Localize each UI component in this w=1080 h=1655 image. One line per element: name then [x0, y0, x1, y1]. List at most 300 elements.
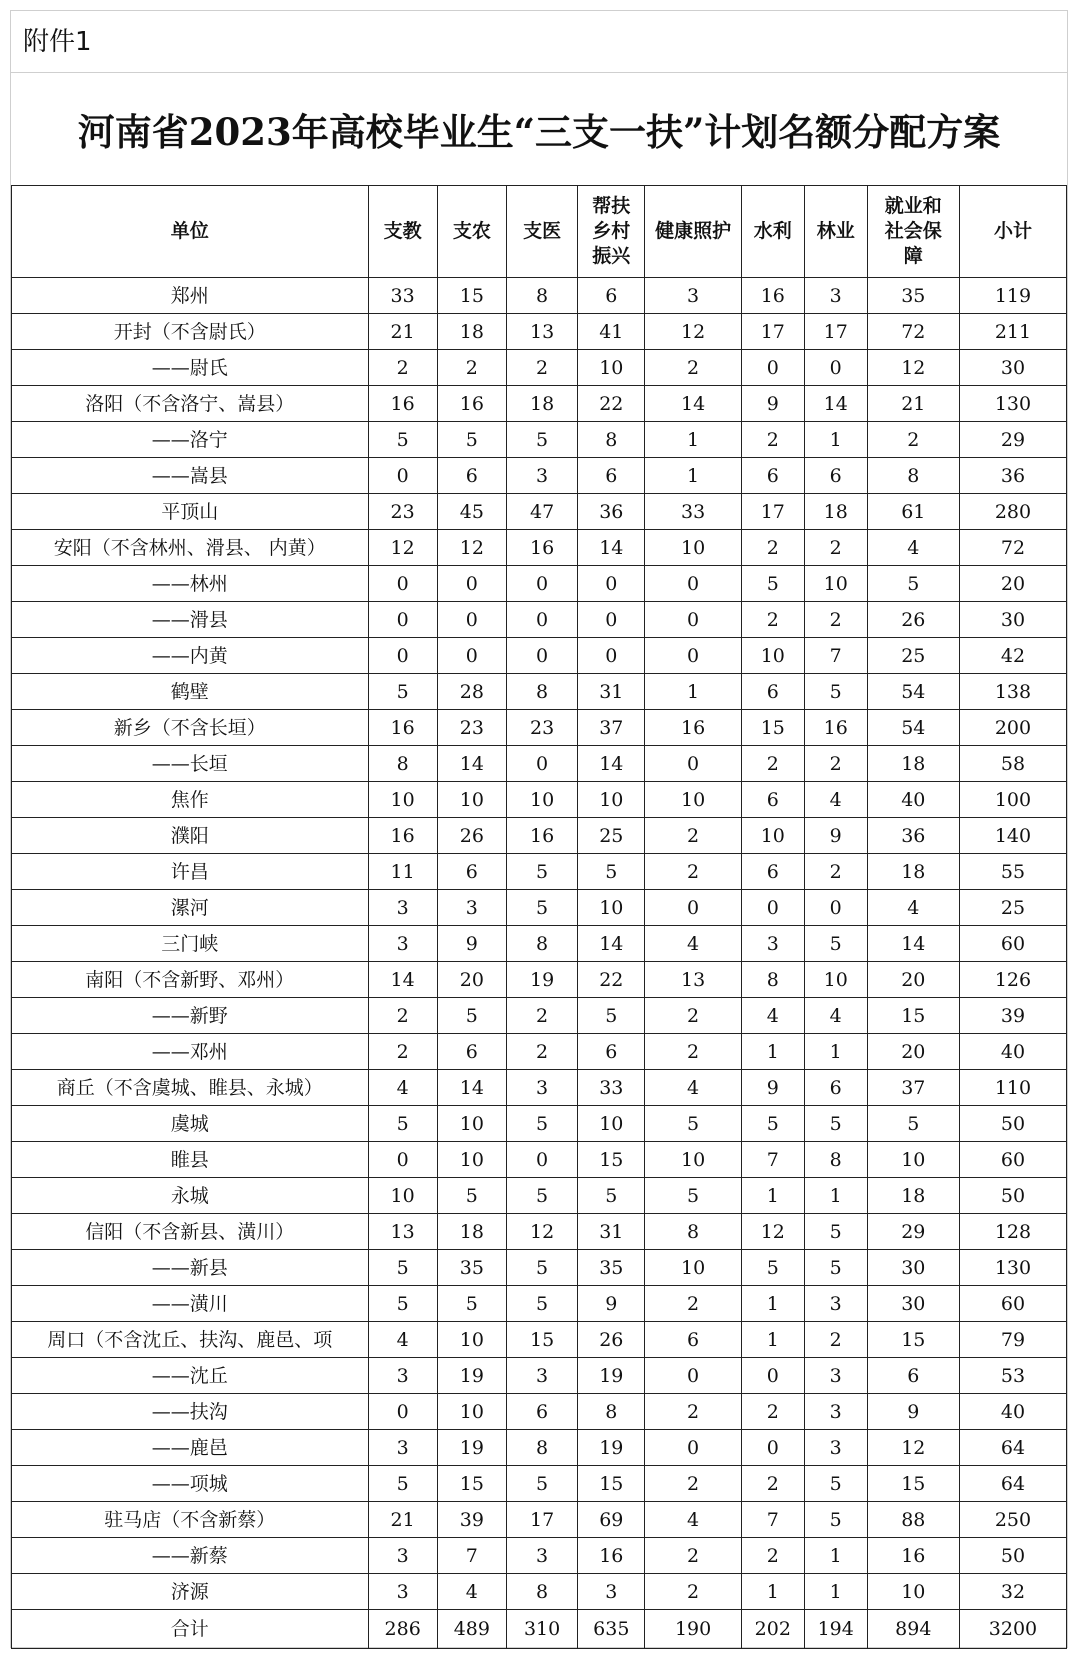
value-cell: 211: [959, 314, 1066, 350]
value-cell: 5: [578, 1178, 645, 1214]
unit-cell: ——内黄: [12, 638, 369, 674]
table-row: [12, 1034, 1067, 1070]
value-cell: 26: [437, 818, 506, 854]
value-cell: 15: [867, 1322, 959, 1358]
value-cell: 16: [506, 530, 577, 566]
value-cell: 4: [867, 530, 959, 566]
column-header: 水利: [741, 186, 804, 278]
value-cell: 61: [867, 494, 959, 530]
unit-cell: 郑州: [12, 278, 369, 314]
unit-cell: 驻马店（不含新蔡）: [12, 1502, 369, 1538]
value-cell: 2: [506, 1034, 577, 1070]
column-header: 林业: [804, 186, 867, 278]
value-cell: 14: [437, 746, 506, 782]
unit-cell: 睢县: [12, 1142, 369, 1178]
table-row: [12, 962, 1067, 998]
value-cell: 3: [506, 1358, 577, 1394]
unit-cell: ——潢川: [12, 1286, 369, 1322]
value-cell: 14: [578, 746, 645, 782]
value-cell: 6: [741, 458, 804, 494]
value-cell: 15: [578, 1142, 645, 1178]
value-cell: 10: [578, 350, 645, 386]
value-cell: 5: [578, 854, 645, 890]
value-cell: 2: [437, 350, 506, 386]
value-cell: 16: [578, 1538, 645, 1574]
unit-cell: ——邓州: [12, 1034, 369, 1070]
value-cell: 60: [959, 1142, 1066, 1178]
value-cell: 32: [959, 1574, 1066, 1610]
value-cell: 3: [741, 926, 804, 962]
value-cell: 0: [645, 602, 741, 638]
value-cell: 1: [741, 1034, 804, 1070]
value-cell: 1: [741, 1286, 804, 1322]
value-cell: 10: [437, 1322, 506, 1358]
value-cell: 4: [645, 1502, 741, 1538]
unit-cell: ——鹿邑: [12, 1430, 369, 1466]
value-cell: 3: [804, 1394, 867, 1430]
value-cell: 28: [437, 674, 506, 710]
value-cell: 72: [959, 530, 1066, 566]
value-cell: 47: [506, 494, 577, 530]
value-cell: 5: [368, 1250, 437, 1286]
unit-cell: 濮阳: [12, 818, 369, 854]
value-cell: 6: [741, 782, 804, 818]
value-cell: 5: [368, 1286, 437, 1322]
value-cell: 14: [867, 926, 959, 962]
value-cell: 33: [368, 278, 437, 314]
value-cell: 5: [437, 998, 506, 1034]
value-cell: 5: [506, 854, 577, 890]
value-cell: 3: [437, 890, 506, 926]
value-cell: 30: [867, 1250, 959, 1286]
column-header: 小计: [959, 186, 1066, 278]
table-row: [12, 1430, 1067, 1466]
unit-cell: 平顶山: [12, 494, 369, 530]
table-row: [12, 458, 1067, 494]
table-row: [12, 1574, 1067, 1610]
value-cell: 10: [741, 638, 804, 674]
value-cell: 5: [804, 1466, 867, 1502]
value-cell: 5: [506, 1250, 577, 1286]
column-header: 帮扶乡村振兴: [578, 186, 645, 278]
value-cell: 72: [867, 314, 959, 350]
value-cell: 26: [867, 602, 959, 638]
value-cell: 1: [741, 1178, 804, 1214]
value-cell: 489: [437, 1610, 506, 1649]
table-row: [12, 1250, 1067, 1286]
unit-cell: 南阳（不含新野、邓州）: [12, 962, 369, 998]
value-cell: 17: [741, 494, 804, 530]
value-cell: 4: [368, 1322, 437, 1358]
value-cell: 0: [368, 1142, 437, 1178]
unit-cell: ——沈丘: [12, 1358, 369, 1394]
value-cell: 635: [578, 1610, 645, 1649]
table-row: [12, 1466, 1067, 1502]
value-cell: 41: [578, 314, 645, 350]
value-cell: 126: [959, 962, 1066, 998]
unit-cell: ——洛宁: [12, 422, 369, 458]
value-cell: 88: [867, 1502, 959, 1538]
value-cell: 16: [506, 818, 577, 854]
value-cell: 5: [741, 1250, 804, 1286]
value-cell: 18: [867, 854, 959, 890]
total-row: [12, 1610, 1067, 1649]
value-cell: 6: [578, 1034, 645, 1070]
table-row: [12, 1214, 1067, 1250]
value-cell: 3: [368, 890, 437, 926]
value-cell: 39: [959, 998, 1066, 1034]
value-cell: 10: [437, 1394, 506, 1430]
value-cell: 0: [741, 350, 804, 386]
value-cell: 1: [804, 1574, 867, 1610]
value-cell: 18: [867, 1178, 959, 1214]
table-row: [12, 278, 1067, 314]
value-cell: 8: [506, 1430, 577, 1466]
value-cell: 18: [506, 386, 577, 422]
value-cell: 8: [506, 926, 577, 962]
value-cell: 22: [578, 962, 645, 998]
value-cell: 4: [368, 1070, 437, 1106]
value-cell: 2: [741, 1394, 804, 1430]
value-cell: 5: [741, 1106, 804, 1142]
value-cell: 3: [645, 278, 741, 314]
table-row: [12, 494, 1067, 530]
table-row: [12, 890, 1067, 926]
value-cell: 18: [437, 1214, 506, 1250]
unit-cell: 鹤壁: [12, 674, 369, 710]
value-cell: 35: [578, 1250, 645, 1286]
table-row: [12, 1142, 1067, 1178]
table-row: [12, 854, 1067, 890]
value-cell: 310: [506, 1610, 577, 1649]
value-cell: 10: [804, 962, 867, 998]
value-cell: 5: [804, 926, 867, 962]
value-cell: 10: [437, 782, 506, 818]
value-cell: 0: [368, 602, 437, 638]
unit-cell: 周口（不含沈丘、扶沟、鹿邑、项: [12, 1322, 369, 1358]
value-cell: 128: [959, 1214, 1066, 1250]
value-cell: 40: [959, 1394, 1066, 1430]
value-cell: 69: [578, 1502, 645, 1538]
value-cell: 0: [804, 350, 867, 386]
value-cell: 14: [578, 530, 645, 566]
unit-cell: ——林州: [12, 566, 369, 602]
value-cell: 17: [741, 314, 804, 350]
unit-cell: ——长垣: [12, 746, 369, 782]
value-cell: 1: [804, 1178, 867, 1214]
unit-cell: 永城: [12, 1178, 369, 1214]
unit-cell: 开封（不含尉氏）: [12, 314, 369, 350]
table-row: [12, 386, 1067, 422]
value-cell: 16: [741, 278, 804, 314]
value-cell: 5: [645, 1178, 741, 1214]
value-cell: 5: [506, 890, 577, 926]
value-cell: 3: [368, 1538, 437, 1574]
value-cell: 2: [368, 350, 437, 386]
value-cell: 2: [741, 1466, 804, 1502]
table-row: [12, 602, 1067, 638]
value-cell: 8: [741, 962, 804, 998]
unit-cell: ——新蔡: [12, 1538, 369, 1574]
value-cell: 2: [804, 602, 867, 638]
value-cell: 55: [959, 854, 1066, 890]
value-cell: 6: [804, 458, 867, 494]
value-cell: 21: [867, 386, 959, 422]
value-cell: 6: [741, 854, 804, 890]
value-cell: 14: [804, 386, 867, 422]
value-cell: 2: [741, 422, 804, 458]
value-cell: 0: [645, 890, 741, 926]
unit-cell: ——尉氏: [12, 350, 369, 386]
value-cell: 3: [578, 1574, 645, 1610]
value-cell: 6: [578, 278, 645, 314]
value-cell: 5: [741, 566, 804, 602]
column-header: 健康照护: [645, 186, 741, 278]
value-cell: 2: [645, 1034, 741, 1070]
table-row: [12, 998, 1067, 1034]
value-cell: 60: [959, 926, 1066, 962]
value-cell: 3: [506, 1538, 577, 1574]
value-cell: 5: [506, 422, 577, 458]
value-cell: 2: [804, 746, 867, 782]
value-cell: 7: [741, 1142, 804, 1178]
table-row: [12, 782, 1067, 818]
value-cell: 0: [506, 746, 577, 782]
value-cell: 53: [959, 1358, 1066, 1394]
value-cell: 15: [437, 278, 506, 314]
value-cell: 23: [368, 494, 437, 530]
value-cell: 23: [506, 710, 577, 746]
value-cell: 12: [368, 530, 437, 566]
value-cell: 0: [368, 1394, 437, 1430]
value-cell: 5: [368, 422, 437, 458]
value-cell: 5: [437, 1286, 506, 1322]
column-header: 就业和社会保障: [867, 186, 959, 278]
value-cell: 11: [368, 854, 437, 890]
value-cell: 110: [959, 1070, 1066, 1106]
unit-cell: ——新野: [12, 998, 369, 1034]
value-cell: 12: [741, 1214, 804, 1250]
value-cell: 250: [959, 1502, 1066, 1538]
column-header: 单位: [12, 186, 369, 278]
value-cell: 202: [741, 1610, 804, 1649]
column-header: 支农: [437, 186, 506, 278]
value-cell: 3200: [959, 1610, 1066, 1649]
value-cell: 19: [437, 1430, 506, 1466]
value-cell: 50: [959, 1538, 1066, 1574]
value-cell: 10: [645, 782, 741, 818]
table-row: [12, 674, 1067, 710]
unit-cell: 洛阳（不含洛宁、嵩县）: [12, 386, 369, 422]
value-cell: 0: [578, 638, 645, 674]
value-cell: 0: [645, 1430, 741, 1466]
table-row: [12, 1070, 1067, 1106]
value-cell: 138: [959, 674, 1066, 710]
value-cell: 60: [959, 1286, 1066, 1322]
value-cell: 1: [741, 1322, 804, 1358]
value-cell: 286: [368, 1610, 437, 1649]
value-cell: 8: [506, 674, 577, 710]
table-row: [12, 314, 1067, 350]
value-cell: 5: [645, 1106, 741, 1142]
value-cell: 8: [578, 1394, 645, 1430]
value-cell: 5: [867, 566, 959, 602]
value-cell: 29: [867, 1214, 959, 1250]
value-cell: 4: [804, 998, 867, 1034]
value-cell: 2: [645, 998, 741, 1034]
value-cell: 26: [578, 1322, 645, 1358]
value-cell: 10: [578, 782, 645, 818]
value-cell: 0: [368, 458, 437, 494]
value-cell: 10: [645, 1250, 741, 1286]
value-cell: 4: [867, 890, 959, 926]
table-row: [12, 1106, 1067, 1142]
value-cell: 25: [578, 818, 645, 854]
column-header: 支医: [506, 186, 577, 278]
value-cell: 58: [959, 746, 1066, 782]
value-cell: 8: [506, 278, 577, 314]
value-cell: 7: [437, 1538, 506, 1574]
value-cell: 15: [506, 1322, 577, 1358]
value-cell: 0: [741, 890, 804, 926]
table-row: [12, 710, 1067, 746]
value-cell: 36: [578, 494, 645, 530]
value-cell: 4: [804, 782, 867, 818]
value-cell: 12: [867, 350, 959, 386]
value-cell: 8: [645, 1214, 741, 1250]
value-cell: 21: [368, 314, 437, 350]
value-cell: 5: [804, 1106, 867, 1142]
value-cell: 2: [645, 1286, 741, 1322]
value-cell: 9: [867, 1394, 959, 1430]
value-cell: 2: [741, 746, 804, 782]
value-cell: 10: [578, 890, 645, 926]
value-cell: 22: [578, 386, 645, 422]
value-cell: 10: [578, 1106, 645, 1142]
unit-cell: 合计: [12, 1610, 369, 1649]
value-cell: 2: [804, 854, 867, 890]
value-cell: 5: [506, 1286, 577, 1322]
table-row: [12, 350, 1067, 386]
value-cell: 3: [368, 1430, 437, 1466]
value-cell: 0: [645, 1358, 741, 1394]
value-cell: 7: [741, 1502, 804, 1538]
value-cell: 9: [741, 386, 804, 422]
value-cell: 190: [645, 1610, 741, 1649]
unit-cell: 安阳（不含林州、滑县、 内黄）: [12, 530, 369, 566]
unit-cell: 商丘（不含虞城、睢县、永城）: [12, 1070, 369, 1106]
value-cell: 0: [578, 566, 645, 602]
table-row: [12, 746, 1067, 782]
value-cell: 29: [959, 422, 1066, 458]
value-cell: 10: [867, 1142, 959, 1178]
attachment-label: 附件1: [23, 27, 92, 57]
value-cell: 2: [804, 1322, 867, 1358]
value-cell: 6: [506, 1394, 577, 1430]
value-cell: 36: [867, 818, 959, 854]
value-cell: 0: [645, 746, 741, 782]
value-cell: 1: [645, 674, 741, 710]
value-cell: 8: [506, 1574, 577, 1610]
value-cell: 2: [645, 1466, 741, 1502]
quota-table: [11, 185, 1067, 1649]
value-cell: 894: [867, 1610, 959, 1649]
value-cell: 19: [437, 1358, 506, 1394]
value-cell: 64: [959, 1466, 1066, 1502]
column-header: 支教: [368, 186, 437, 278]
table-row: [12, 1286, 1067, 1322]
value-cell: 0: [741, 1358, 804, 1394]
value-cell: 4: [741, 998, 804, 1034]
value-cell: 15: [741, 710, 804, 746]
value-cell: 18: [867, 746, 959, 782]
value-cell: 16: [437, 386, 506, 422]
unit-cell: ——新县: [12, 1250, 369, 1286]
unit-cell: 虞城: [12, 1106, 369, 1142]
value-cell: 15: [578, 1466, 645, 1502]
value-cell: 18: [437, 314, 506, 350]
value-cell: 1: [804, 1034, 867, 1070]
attachment-row: [11, 11, 1067, 73]
unit-cell: 三门峡: [12, 926, 369, 962]
table-body: [12, 278, 1067, 1649]
value-cell: 8: [368, 746, 437, 782]
value-cell: 36: [959, 458, 1066, 494]
value-cell: 1: [804, 422, 867, 458]
value-cell: 45: [437, 494, 506, 530]
table-row: [12, 1394, 1067, 1430]
document-sheet: [10, 10, 1068, 1648]
value-cell: 20: [959, 566, 1066, 602]
value-cell: 2: [741, 530, 804, 566]
value-cell: 6: [437, 458, 506, 494]
value-cell: 40: [959, 1034, 1066, 1070]
value-cell: 2: [804, 530, 867, 566]
document-title: 河南省2023年高校毕业生“三支一扶”计划名额分配方案: [77, 110, 1001, 154]
value-cell: 31: [578, 1214, 645, 1250]
value-cell: 0: [368, 638, 437, 674]
value-cell: 15: [867, 1466, 959, 1502]
value-cell: 10: [368, 1178, 437, 1214]
value-cell: 5: [867, 1106, 959, 1142]
value-cell: 2: [368, 1034, 437, 1070]
value-cell: 3: [506, 1070, 577, 1106]
value-cell: 7: [804, 638, 867, 674]
value-cell: 15: [437, 1466, 506, 1502]
value-cell: 1: [741, 1574, 804, 1610]
value-cell: 12: [645, 314, 741, 350]
value-cell: 6: [741, 674, 804, 710]
value-cell: 0: [437, 638, 506, 674]
value-cell: 5: [804, 1502, 867, 1538]
value-cell: 25: [867, 638, 959, 674]
value-cell: 30: [959, 602, 1066, 638]
value-cell: 8: [578, 422, 645, 458]
unit-cell: ——扶沟: [12, 1394, 369, 1430]
value-cell: 1: [645, 422, 741, 458]
value-cell: 8: [804, 1142, 867, 1178]
value-cell: 0: [506, 1142, 577, 1178]
value-cell: 0: [578, 602, 645, 638]
value-cell: 0: [506, 638, 577, 674]
value-cell: 2: [741, 602, 804, 638]
value-cell: 50: [959, 1106, 1066, 1142]
table-row: [12, 566, 1067, 602]
unit-cell: ——嵩县: [12, 458, 369, 494]
value-cell: 3: [368, 1574, 437, 1610]
value-cell: 200: [959, 710, 1066, 746]
value-cell: 140: [959, 818, 1066, 854]
